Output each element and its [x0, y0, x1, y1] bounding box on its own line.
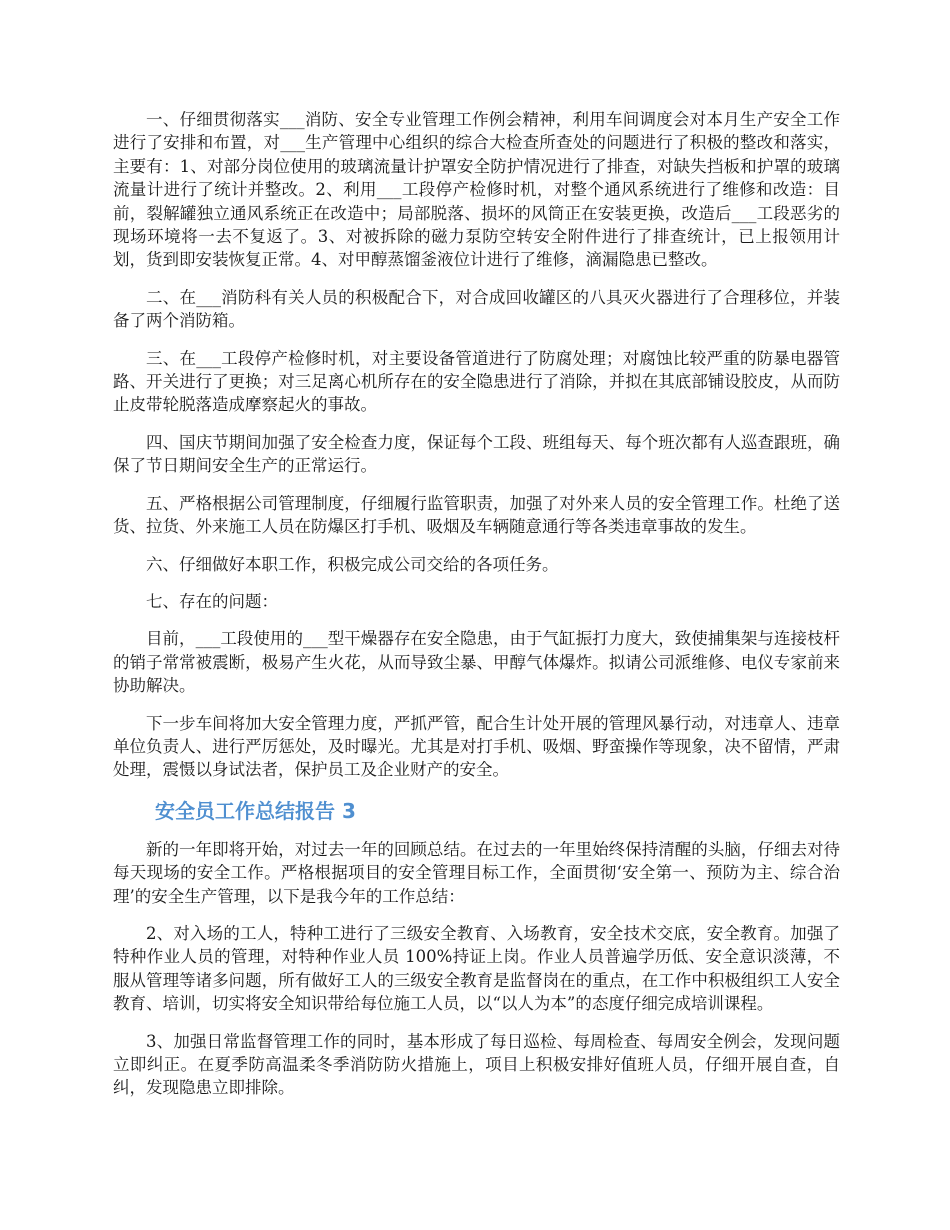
paragraph-2: 二、在___消防科有关人员的积极配合下，对合成回收罐区的八具灭火器进行了合理移位，并装备了两个消防箱。: [113, 287, 840, 331]
paragraph-12: 3、加强日常监督管理工作的同时，基本形成了每日巡检、每周检查、每周安全例会，发现问题立即纠正。在夏季防高温柔冬季消防防火措施上，项目上积极安排好值班人员，仔细开展自查，自纠，发现隐患立即排除。: [113, 1031, 840, 1098]
paragraph-11: 2、对入场的工人，特种工进行了三级安全教育、入场教育，安全技术交底，安全教育。加强了特种作业人员的管理，对特种作业人员 100%持证上岗。作业人员普遍学历低、安全意识淡薄，不服从管理等诸多问题，所有做好工人的三级安全教育是监督岗在的重点，在工作中积极组织工人安全教育、培训，切实将安全知识带给每位施工人员，以“以人为本”的态度仔细完成培训课程。: [113, 923, 840, 1014]
paragraph-7: 七、存在的问题：: [146, 591, 278, 611]
paragraph-3: 三、在___工段停产检修时机，对主要设备管道进行了防腐处理；对腐蚀比较严重的防暴电器管路、开关进行了更换；对三足离心机所存在的安全隐患进行了消除，并拟在其底部铺设胶皮，从而防止皮带轮脱落造成摩察起火的事故。: [113, 348, 840, 415]
paragraph-8: 目前，___工段使用的___型干燥器存在安全隐患，由于气缸振打力度大，致使捕集架与连接枝杆的销子常常被震断，极易产生火花，从而导致尘暴、甲醇气体爆炸。拟请公司派维修、电仪专家前来协助解决。: [113, 629, 840, 696]
paragraph-5: 五、严格根据公司管理制度，仔细履行监管职责，加强了对外来人员的安全管理工作。杜绝了送货、拉货、外来施工人员在防爆区打手机、吸烟及车辆随意通行等各类违章事故的发生。: [113, 493, 840, 537]
paragraph-4: 四、国庆节期间加强了安全检查力度，保证每个工段、班组每天、每个班次都有人巡查跟班，确保了节日期间安全生产的正常运行。: [113, 432, 840, 476]
paragraph-10: 新的一年即将开始，对过去一年的回顾总结。在过去的一年里始终保持清醒的头脑，仔细去对待每天现场的安全工作。严格根据项目的安全管理目标工作，全面贯彻‘安全第一、预防为主、综合治理’的安全生产管理，以下是我今年的工作总结：: [113, 839, 840, 906]
paragraph-9: 下一步车间将加大安全管理力度，严抓严管，配合生计处开展的管理风暴行动，对违章人、违章单位负责人、进行严厉惩处，及时曝光。尤其是对打手机、吸烟、野蛮操作等现象，决不留情，严肃处理，震慑以身试法者，保护员工及企业财产的安全。: [113, 713, 840, 780]
section-heading: 安全员工作总结报告 3: [155, 798, 356, 823]
document-body: [113, 108, 840, 1114]
paragraph-1: 一、仔细贯彻落实___消防、安全专业管理工作例会精神，利用车间调度会对本月生产安全工作进行了安排和布置，对___生产管理中心组织的综合大检查所查处的问题进行了积极的整改和落实，主要有：1、对部分岗位使用的玻璃流量计护罩安全防护情况进行了排查，对缺失挡板和护罩的玻璃流量计进行了统计并整改。2、利用___工段停产检修时机，对整个通风系统进行了维修和改造：目前，裂解罐独立通风系统正在改造中；局部脱落、损坏的风筒正在安装更换，改造后___工段恶劣的现场环境将一去不复返了。3、对被拆除的磁力泵防空转安全附件进行了排查统计，已上报领用计划，货到即安装恢复正常。4、对甲醇蒸馏釜液位计进行了维修，滴漏隐患已整改。: [113, 110, 840, 270]
paragraph-6: 六、仔细做好本职工作，积极完成公司交给的各项任务。: [146, 554, 559, 574]
